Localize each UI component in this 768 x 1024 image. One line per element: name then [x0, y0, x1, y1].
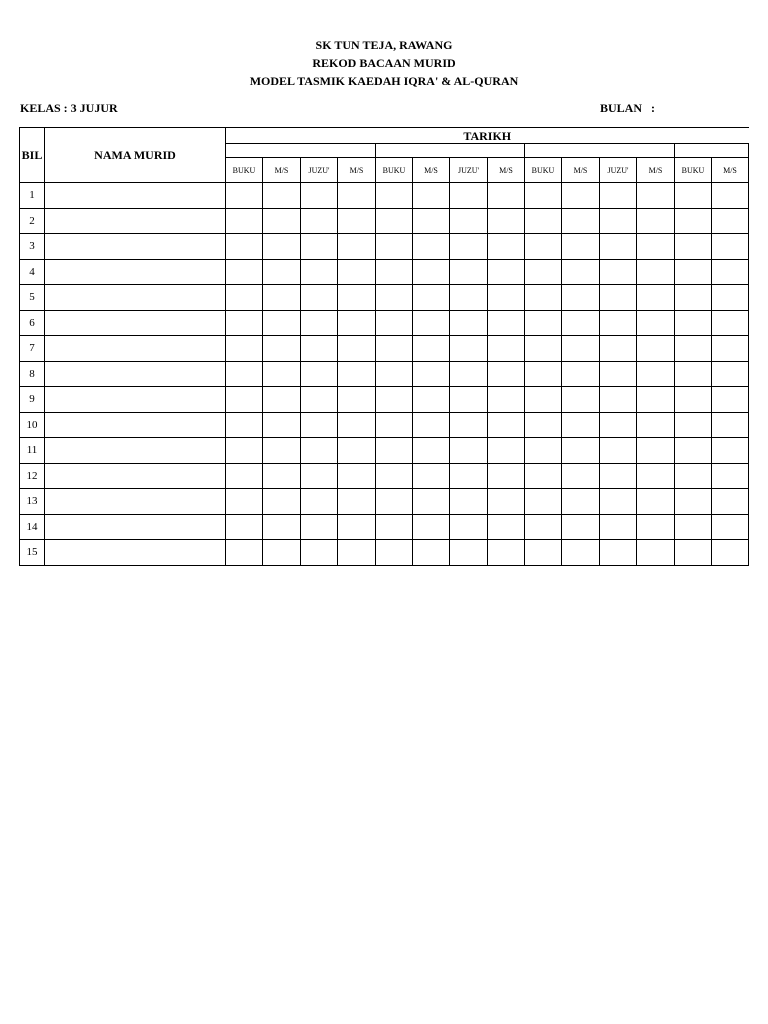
record-entry-cell[interactable] [413, 208, 450, 234]
record-entry-cell[interactable] [263, 234, 301, 260]
subheader-cell: JUZU' [600, 158, 637, 183]
record-entry-cell[interactable] [562, 310, 600, 336]
record-entry-cell[interactable] [600, 387, 637, 413]
record-entry-cell[interactable] [413, 259, 450, 285]
record-entry-cell[interactable] [450, 514, 488, 540]
row-number: 5 [20, 285, 45, 311]
subheader-cell: M/S [488, 158, 525, 183]
record-entry-cell[interactable] [488, 463, 525, 489]
record-entry-cell[interactable] [450, 489, 488, 515]
row-number: 15 [20, 540, 45, 566]
record-entry-cell[interactable] [413, 183, 450, 209]
record-entry-cell[interactable] [263, 463, 301, 489]
record-entry-cell[interactable] [525, 438, 562, 464]
record-entry-cell[interactable] [226, 234, 263, 260]
report-title-block [0, 36, 768, 90]
subheader-cell: BUKU [376, 158, 413, 183]
row-number: 14 [20, 514, 45, 540]
subheader-cell: BUKU [675, 158, 712, 183]
record-entry-cell[interactable] [226, 463, 263, 489]
record-entry-cell[interactable] [413, 540, 450, 566]
record-entry-cell[interactable] [712, 361, 749, 387]
record-entry-cell[interactable] [562, 183, 600, 209]
record-entry-cell[interactable] [263, 208, 301, 234]
record-entry-cell[interactable] [562, 412, 600, 438]
record-entry-cell[interactable] [226, 412, 263, 438]
row-number: 4 [20, 259, 45, 285]
record-entry-cell[interactable] [338, 387, 376, 413]
table-row [20, 285, 749, 311]
record-entry-cell[interactable] [637, 208, 675, 234]
record-entry-cell[interactable] [338, 514, 376, 540]
bulan-colon: : [651, 101, 656, 115]
record-entry-cell[interactable] [338, 540, 376, 566]
record-entry-cell[interactable] [263, 438, 301, 464]
record-entry-cell[interactable] [226, 336, 263, 362]
table-row [20, 489, 749, 515]
record-entry-cell[interactable] [301, 514, 338, 540]
student-name-cell[interactable] [45, 463, 226, 489]
date-slot-header [525, 144, 675, 158]
record-entry-cell[interactable] [675, 208, 712, 234]
bulan-label: BULAN [600, 101, 643, 115]
record-entry-cell[interactable] [376, 412, 413, 438]
record-entry-cell[interactable] [675, 540, 712, 566]
record-entry-cell[interactable] [488, 234, 525, 260]
record-entry-cell[interactable] [301, 234, 338, 260]
record-entry-cell[interactable] [488, 336, 525, 362]
record-entry-cell[interactable] [413, 310, 450, 336]
record-entry-cell[interactable] [637, 285, 675, 311]
table-row [20, 438, 749, 464]
record-entry-cell[interactable] [488, 387, 525, 413]
table-row [20, 540, 749, 566]
subheader-cell: M/S [263, 158, 301, 183]
subheader-cell: M/S [338, 158, 376, 183]
record-entry-cell[interactable] [600, 412, 637, 438]
record-entry-cell[interactable] [301, 489, 338, 515]
record-entry-cell[interactable] [488, 361, 525, 387]
student-name-cell[interactable] [45, 412, 226, 438]
student-name-cell[interactable] [45, 361, 226, 387]
record-entry-cell[interactable] [712, 438, 749, 464]
table-row [20, 361, 749, 387]
row-number: 13 [20, 489, 45, 515]
record-entry-cell[interactable] [450, 412, 488, 438]
student-name-cell[interactable] [45, 438, 226, 464]
record-entry-cell[interactable] [450, 361, 488, 387]
record-entry-cell[interactable] [413, 285, 450, 311]
record-entry-cell[interactable] [226, 540, 263, 566]
row-number: 3 [20, 234, 45, 260]
record-entry-cell[interactable] [600, 540, 637, 566]
record-entry-cell[interactable] [450, 310, 488, 336]
record-entry-cell[interactable] [450, 208, 488, 234]
record-entry-cell[interactable] [562, 463, 600, 489]
date-slot-header [675, 144, 749, 158]
record-entry-cell[interactable] [600, 361, 637, 387]
record-entry-cell[interactable] [562, 387, 600, 413]
row-number: 10 [20, 412, 45, 438]
record-entry-cell[interactable] [562, 514, 600, 540]
record-entry-cell[interactable] [562, 489, 600, 515]
record-entry-cell[interactable] [226, 438, 263, 464]
record-entry-cell[interactable] [263, 489, 301, 515]
record-entry-cell[interactable] [450, 438, 488, 464]
record-entry-cell[interactable] [562, 336, 600, 362]
bil-column-header: BIL [20, 128, 45, 183]
row-number: 1 [20, 183, 45, 209]
record-entry-cell[interactable] [675, 234, 712, 260]
table-row [20, 514, 749, 540]
student-name-cell[interactable] [45, 310, 226, 336]
record-entry-cell[interactable] [488, 514, 525, 540]
record-entry-cell[interactable] [263, 540, 301, 566]
record-entry-cell[interactable] [637, 259, 675, 285]
reading-record-table [19, 127, 749, 566]
record-entry-cell[interactable] [600, 183, 637, 209]
student-name-cell[interactable] [45, 514, 226, 540]
record-entry-cell[interactable] [675, 259, 712, 285]
student-name-cell[interactable] [45, 336, 226, 362]
table-row [20, 336, 749, 362]
record-entry-cell[interactable] [338, 438, 376, 464]
record-entry-cell[interactable] [562, 285, 600, 311]
record-entry-cell[interactable] [376, 259, 413, 285]
student-name-cell[interactable] [45, 234, 226, 260]
record-entry-cell[interactable] [600, 310, 637, 336]
record-entry-cell[interactable] [376, 183, 413, 209]
record-entry-cell[interactable] [637, 336, 675, 362]
record-entry-cell[interactable] [376, 463, 413, 489]
record-entry-cell[interactable] [675, 361, 712, 387]
table-row [20, 234, 749, 260]
record-entry-cell[interactable] [600, 438, 637, 464]
record-entry-cell[interactable] [413, 387, 450, 413]
record-entry-cell[interactable] [376, 514, 413, 540]
record-entry-cell[interactable] [413, 412, 450, 438]
record-entry-cell[interactable] [637, 438, 675, 464]
record-entry-cell[interactable] [637, 387, 675, 413]
record-entry-cell[interactable] [712, 208, 749, 234]
table-header [20, 128, 749, 183]
record-entry-cell[interactable] [301, 540, 338, 566]
record-entry-cell[interactable] [600, 514, 637, 540]
record-entry-cell[interactable] [600, 208, 637, 234]
student-name-cell[interactable] [45, 285, 226, 311]
record-entry-cell[interactable] [376, 361, 413, 387]
record-entry-cell[interactable] [376, 310, 413, 336]
record-entry-cell[interactable] [226, 259, 263, 285]
table-row [20, 259, 749, 285]
record-entry-cell[interactable] [675, 463, 712, 489]
subheader-cell: BUKU [525, 158, 562, 183]
record-entry-cell[interactable] [263, 514, 301, 540]
record-entry-cell[interactable] [338, 463, 376, 489]
record-entry-cell[interactable] [525, 259, 562, 285]
record-entry-cell[interactable] [675, 514, 712, 540]
record-title: REKOD BACAAN MURID [312, 56, 456, 70]
table-row [20, 387, 749, 413]
record-entry-cell[interactable] [525, 489, 562, 515]
record-entry-cell[interactable] [450, 183, 488, 209]
record-entry-cell[interactable] [301, 438, 338, 464]
record-entry-cell[interactable] [712, 336, 749, 362]
record-entry-cell[interactable] [525, 183, 562, 209]
subheader-cell: M/S [562, 158, 600, 183]
record-entry-cell[interactable] [226, 489, 263, 515]
record-entry-cell[interactable] [301, 463, 338, 489]
record-entry-cell[interactable] [562, 361, 600, 387]
record-entry-cell[interactable] [675, 285, 712, 311]
record-entry-cell[interactable] [675, 310, 712, 336]
row-number: 6 [20, 310, 45, 336]
model-title: MODEL TASMIK KAEDAH IQRA' & AL-QURAN [249, 74, 519, 88]
record-entry-cell[interactable] [525, 336, 562, 362]
record-entry-cell[interactable] [525, 234, 562, 260]
record-entry-cell[interactable] [450, 285, 488, 311]
record-entry-cell[interactable] [338, 285, 376, 311]
record-entry-cell[interactable] [675, 438, 712, 464]
record-entry-cell[interactable] [600, 285, 637, 311]
record-entry-cell[interactable] [600, 259, 637, 285]
record-entry-cell[interactable] [263, 361, 301, 387]
record-entry-cell[interactable] [488, 489, 525, 515]
record-entry-cell[interactable] [600, 489, 637, 515]
record-entry-cell[interactable] [488, 183, 525, 209]
record-entry-cell[interactable] [600, 463, 637, 489]
row-number: 7 [20, 336, 45, 362]
record-entry-cell[interactable] [338, 310, 376, 336]
record-entry-cell[interactable] [525, 285, 562, 311]
record-entry-cell[interactable] [637, 310, 675, 336]
record-entry-cell[interactable] [413, 438, 450, 464]
record-entry-cell[interactable] [450, 259, 488, 285]
row-number: 8 [20, 361, 45, 387]
record-entry-cell[interactable] [338, 336, 376, 362]
subheader-cell: M/S [712, 158, 749, 183]
record-entry-cell[interactable] [637, 234, 675, 260]
record-entry-cell[interactable] [376, 387, 413, 413]
record-entry-cell[interactable] [450, 387, 488, 413]
record-entry-cell[interactable] [450, 234, 488, 260]
record-entry-cell[interactable] [675, 183, 712, 209]
record-entry-cell[interactable] [338, 183, 376, 209]
record-entry-cell[interactable] [450, 463, 488, 489]
date-slot-header [376, 144, 525, 158]
record-entry-cell[interactable] [413, 336, 450, 362]
record-entry-cell[interactable] [376, 489, 413, 515]
record-entry-cell[interactable] [525, 540, 562, 566]
kelas-label: KELAS : 3 JUJUR [20, 101, 118, 115]
record-entry-cell[interactable] [488, 285, 525, 311]
record-entry-cell[interactable] [637, 463, 675, 489]
record-entry-cell[interactable] [525, 310, 562, 336]
record-entry-cell[interactable] [226, 361, 263, 387]
student-name-cell[interactable] [45, 387, 226, 413]
table-body [20, 183, 749, 566]
record-entry-cell[interactable] [301, 412, 338, 438]
record-entry-cell[interactable] [301, 285, 338, 311]
record-entry-cell[interactable] [338, 412, 376, 438]
record-entry-cell[interactable] [301, 387, 338, 413]
record-entry-cell[interactable] [376, 438, 413, 464]
student-name-cell[interactable] [45, 259, 226, 285]
record-entry-cell[interactable] [338, 259, 376, 285]
record-entry-cell[interactable] [226, 183, 263, 209]
record-entry-cell[interactable] [338, 361, 376, 387]
record-entry-cell[interactable] [675, 387, 712, 413]
record-entry-cell[interactable] [488, 412, 525, 438]
record-entry-cell[interactable] [637, 489, 675, 515]
record-entry-cell[interactable] [263, 412, 301, 438]
record-entry-cell[interactable] [301, 259, 338, 285]
record-entry-cell[interactable] [263, 259, 301, 285]
row-number: 12 [20, 463, 45, 489]
record-entry-cell[interactable] [226, 285, 263, 311]
record-entry-cell[interactable] [301, 183, 338, 209]
record-entry-cell[interactable] [675, 489, 712, 515]
record-entry-cell[interactable] [712, 463, 749, 489]
record-entry-cell[interactable] [413, 234, 450, 260]
record-entry-cell[interactable] [338, 489, 376, 515]
record-entry-cell[interactable] [226, 208, 263, 234]
nama-murid-column-header: NAMA MURID [45, 128, 226, 183]
row-number: 9 [20, 387, 45, 413]
record-entry-cell[interactable] [376, 208, 413, 234]
record-entry-cell[interactable] [338, 234, 376, 260]
record-entry-cell[interactable] [562, 208, 600, 234]
record-entry-cell[interactable] [263, 310, 301, 336]
record-entry-cell[interactable] [488, 438, 525, 464]
record-entry-cell[interactable] [525, 463, 562, 489]
table-row [20, 310, 749, 336]
record-entry-cell[interactable] [562, 438, 600, 464]
subheader-cell: M/S [413, 158, 450, 183]
record-entry-cell[interactable] [562, 234, 600, 260]
record-entry-cell[interactable] [450, 540, 488, 566]
record-entry-cell[interactable] [488, 310, 525, 336]
record-entry-cell[interactable] [712, 234, 749, 260]
record-entry-cell[interactable] [712, 183, 749, 209]
record-entry-cell[interactable] [637, 361, 675, 387]
record-entry-cell[interactable] [301, 208, 338, 234]
record-entry-cell[interactable] [226, 387, 263, 413]
student-name-cell[interactable] [45, 208, 226, 234]
table-row [20, 412, 749, 438]
record-entry-cell[interactable] [376, 336, 413, 362]
record-entry-cell[interactable] [338, 208, 376, 234]
record-entry-cell[interactable] [488, 540, 525, 566]
record-entry-cell[interactable] [301, 310, 338, 336]
record-entry-cell[interactable] [637, 514, 675, 540]
student-name-cell[interactable] [45, 183, 226, 209]
record-entry-cell[interactable] [263, 387, 301, 413]
record-entry-cell[interactable] [413, 463, 450, 489]
record-entry-cell[interactable] [263, 336, 301, 362]
record-entry-cell[interactable] [263, 285, 301, 311]
record-entry-cell[interactable] [263, 183, 301, 209]
subheader-cell: M/S [637, 158, 675, 183]
table-row [20, 183, 749, 209]
record-entry-cell[interactable] [712, 285, 749, 311]
row-number: 2 [20, 208, 45, 234]
record-entry-cell[interactable] [226, 514, 263, 540]
record-entry-cell[interactable] [600, 234, 637, 260]
record-entry-cell[interactable] [712, 412, 749, 438]
record-entry-cell[interactable] [562, 540, 600, 566]
table-row [20, 208, 749, 234]
record-entry-cell[interactable] [562, 259, 600, 285]
record-entry-cell[interactable] [675, 412, 712, 438]
record-entry-cell[interactable] [525, 387, 562, 413]
bulan-field [600, 101, 655, 116]
record-entry-cell[interactable] [413, 489, 450, 515]
record-entry-cell[interactable] [637, 412, 675, 438]
subheader-cell: BUKU [226, 158, 263, 183]
record-entry-cell[interactable] [488, 208, 525, 234]
subheader-cell: JUZU' [450, 158, 488, 183]
record-entry-cell[interactable] [675, 336, 712, 362]
date-slot-header [226, 144, 376, 158]
record-entry-cell[interactable] [450, 336, 488, 362]
record-entry-cell[interactable] [525, 514, 562, 540]
record-entry-cell[interactable] [712, 489, 749, 515]
student-name-cell[interactable] [45, 540, 226, 566]
record-entry-cell[interactable] [637, 183, 675, 209]
record-entry-cell[interactable] [712, 259, 749, 285]
record-entry-cell[interactable] [600, 336, 637, 362]
student-name-cell[interactable] [45, 489, 226, 515]
table-row [20, 463, 749, 489]
record-entry-cell[interactable] [376, 234, 413, 260]
record-entry-cell[interactable] [712, 387, 749, 413]
record-entry-cell[interactable] [712, 540, 749, 566]
school-name: SK TUN TEJA, RAWANG [315, 38, 453, 52]
record-entry-cell[interactable] [488, 259, 525, 285]
record-entry-cell[interactable] [712, 310, 749, 336]
record-entry-cell[interactable] [525, 361, 562, 387]
record-entry-cell[interactable] [413, 514, 450, 540]
record-entry-cell[interactable] [301, 361, 338, 387]
record-entry-cell[interactable] [637, 540, 675, 566]
subheader-cell: JUZU' [301, 158, 338, 183]
record-entry-cell[interactable] [525, 412, 562, 438]
record-entry-cell[interactable] [226, 310, 263, 336]
row-number: 11 [20, 438, 45, 464]
record-entry-cell[interactable] [525, 208, 562, 234]
tarikh-column-header: TARIKH [226, 128, 749, 144]
record-entry-cell[interactable] [301, 336, 338, 362]
record-entry-cell[interactable] [376, 285, 413, 311]
record-entry-cell[interactable] [376, 540, 413, 566]
record-entry-cell[interactable] [712, 514, 749, 540]
record-entry-cell[interactable] [413, 361, 450, 387]
